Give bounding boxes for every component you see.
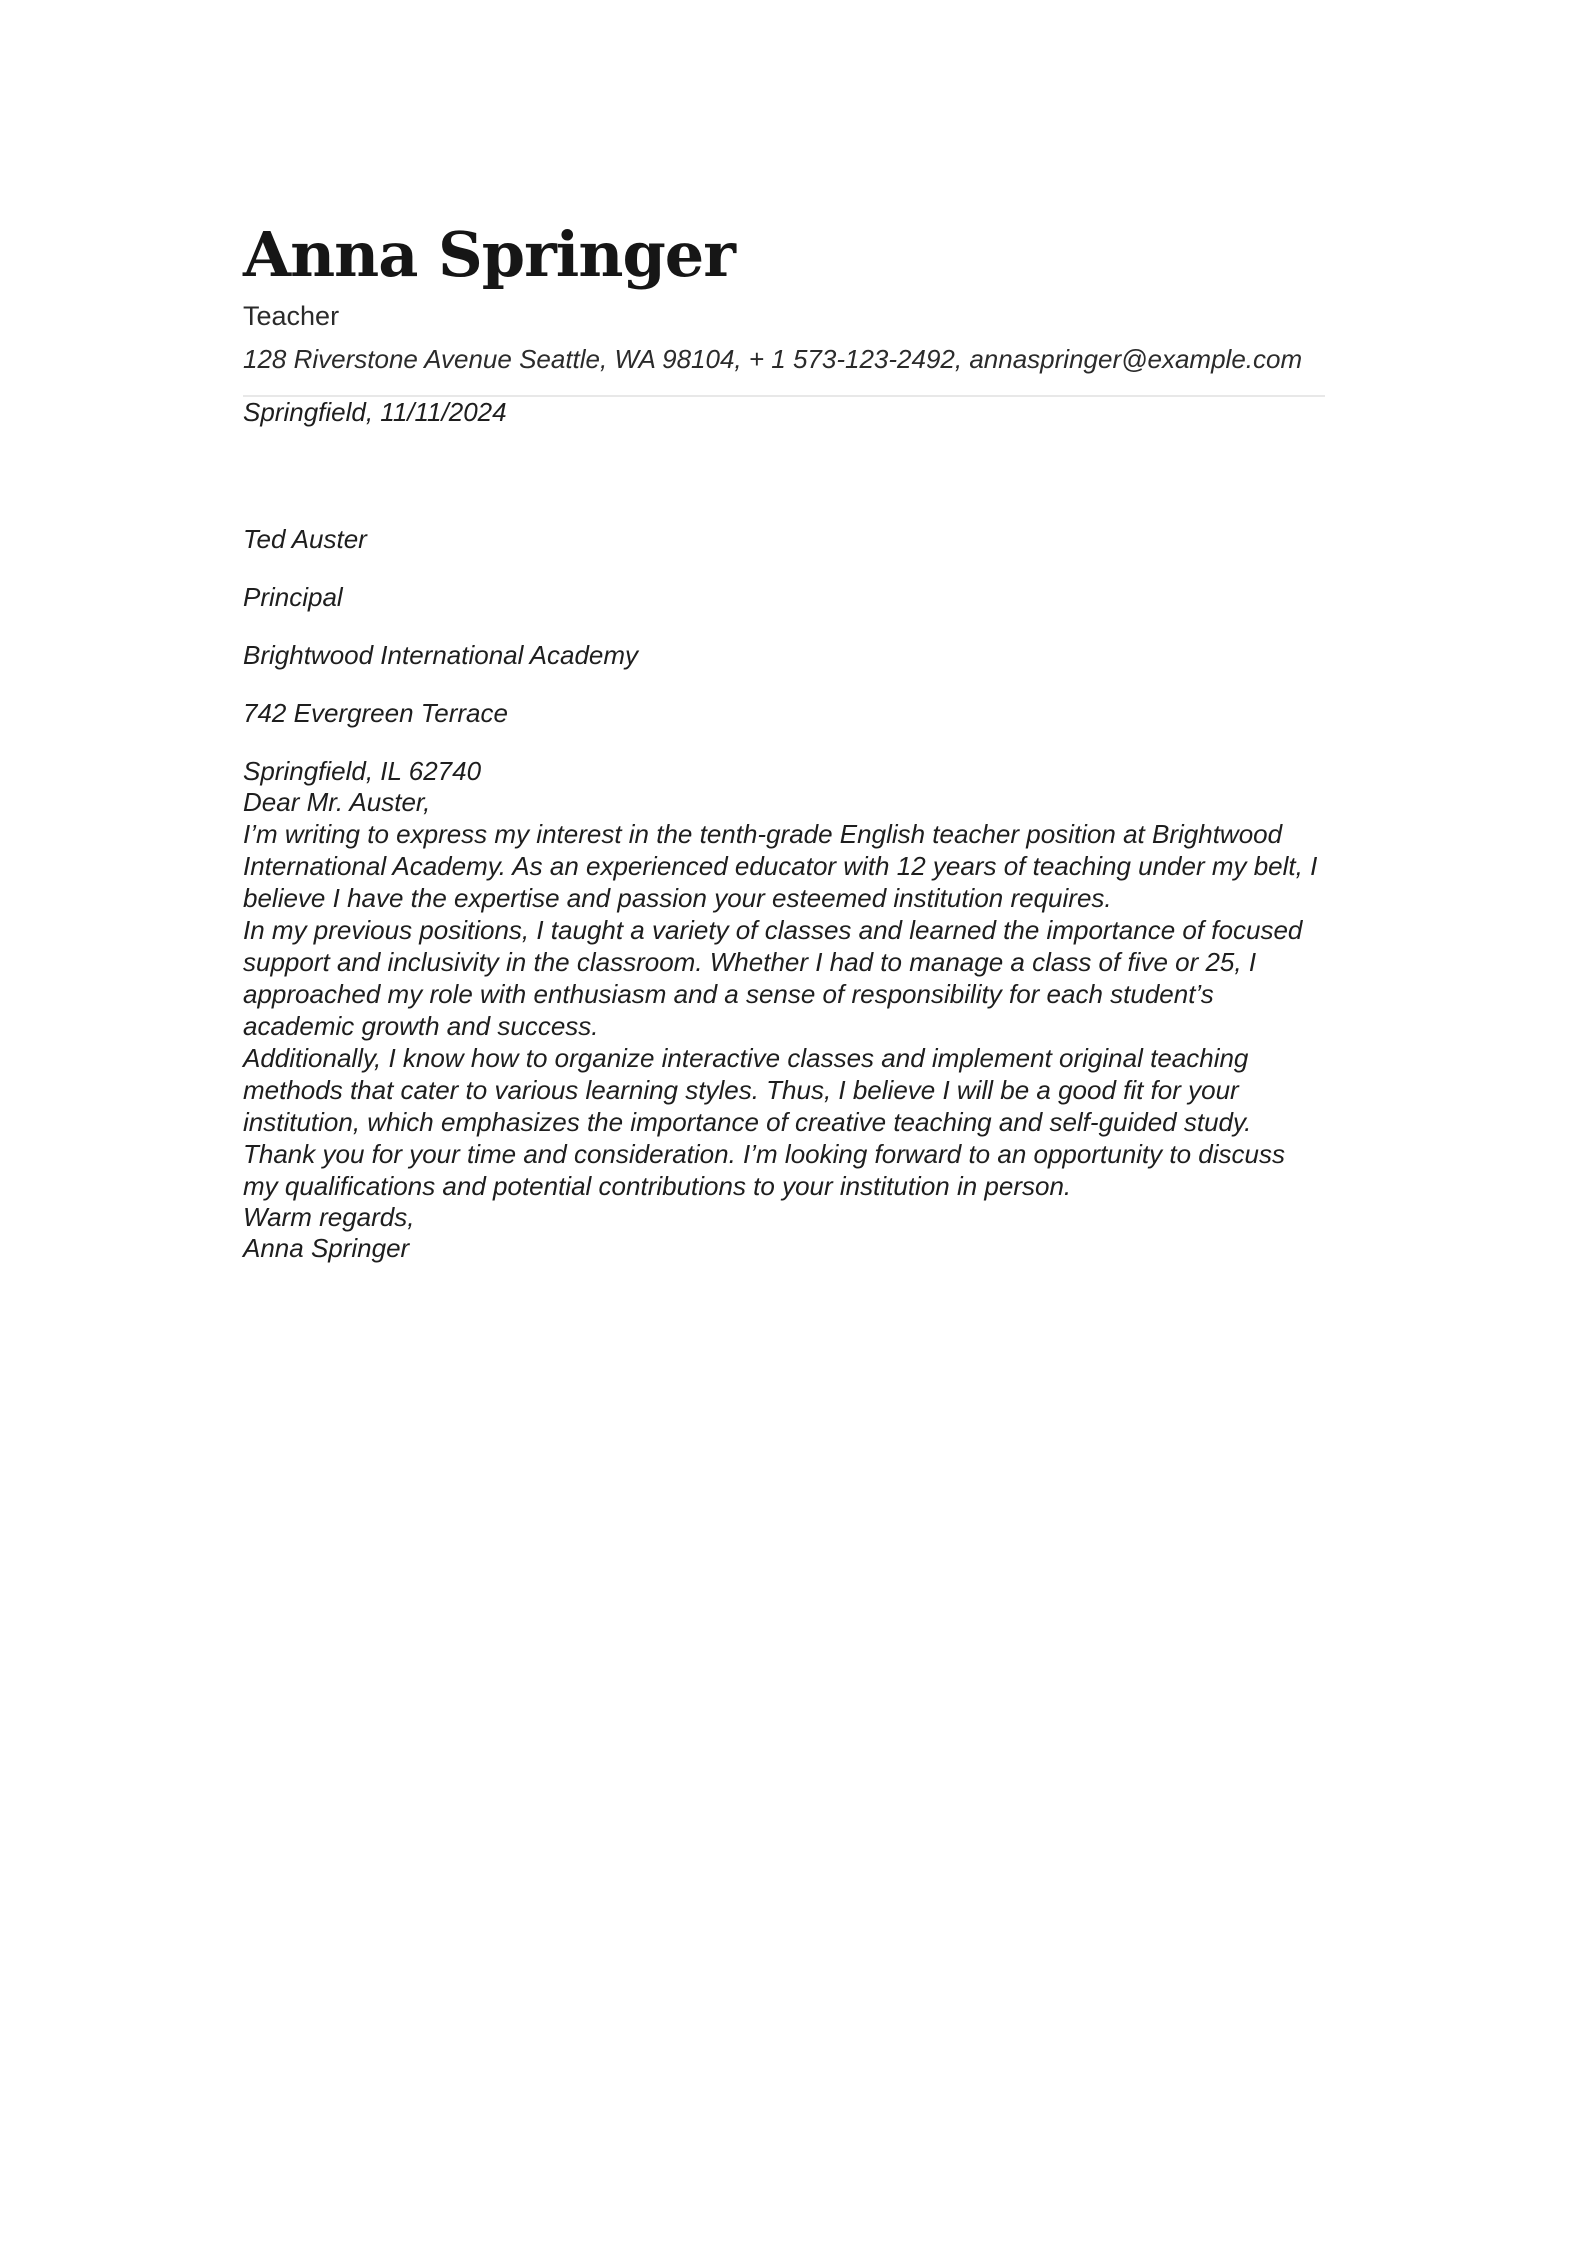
applicant-job-title: Teacher (243, 301, 340, 332)
applicant-contact-line: 128 Riverstone Avenue Seattle, WA 98104, + 1 573-123-2492, annaspringer@example.com (243, 344, 1303, 375)
signature-name: Anna Springer (243, 1233, 410, 1264)
body-paragraph-intro: I’m writing to express my interest in the tenth-grade English teacher position at Brightwood International Academy. As an experienced educator with 12 years of teaching under my belt, I believe I have the expertise and passion your esteemed institution requires. (243, 819, 1318, 914)
recipient-street-address: 742 Evergreen Terrace (243, 698, 508, 729)
applicant-name: Anna Springer (243, 218, 735, 291)
body-paragraph-methods: Additionally, I know how to organize interactive classes and implement original teaching methods that cater to various learning styles. Thus, I believe I will be a good fit for your institution, which emphasizes the importance of creative teaching and self-guided study. (243, 1043, 1252, 1138)
recipient-city-state-zip: Springfield, IL 62740 (243, 756, 482, 787)
recipient-job-title: Principal (243, 582, 343, 613)
salutation: Dear Mr. Auster, (243, 787, 431, 818)
body-paragraph-experience: In my previous positions, I taught a variety of classes and learned the importance of focused support and inclusivity in the classroom. Whether I had to manage a class of five or 25, I approached my role with enthusiasm and a sense of responsibility for each student’s academic growth and success. (243, 915, 1303, 1042)
recipient-organization: Brightwood International Academy (243, 640, 639, 671)
body-paragraph-thanks: Thank you for your time and consideration. I’m looking forward to an opportunity to discuss my qualifications and potential contributions to your institution in person. (243, 1139, 1285, 1202)
recipient-block (243, 524, 1325, 787)
closing-line: Warm regards, (243, 1202, 415, 1233)
date-line: Springfield, 11/11/2024 (243, 397, 507, 428)
recipient-name: Ted Auster (243, 524, 367, 555)
letter-body (243, 397, 1325, 1264)
letter-header (243, 218, 1325, 397)
